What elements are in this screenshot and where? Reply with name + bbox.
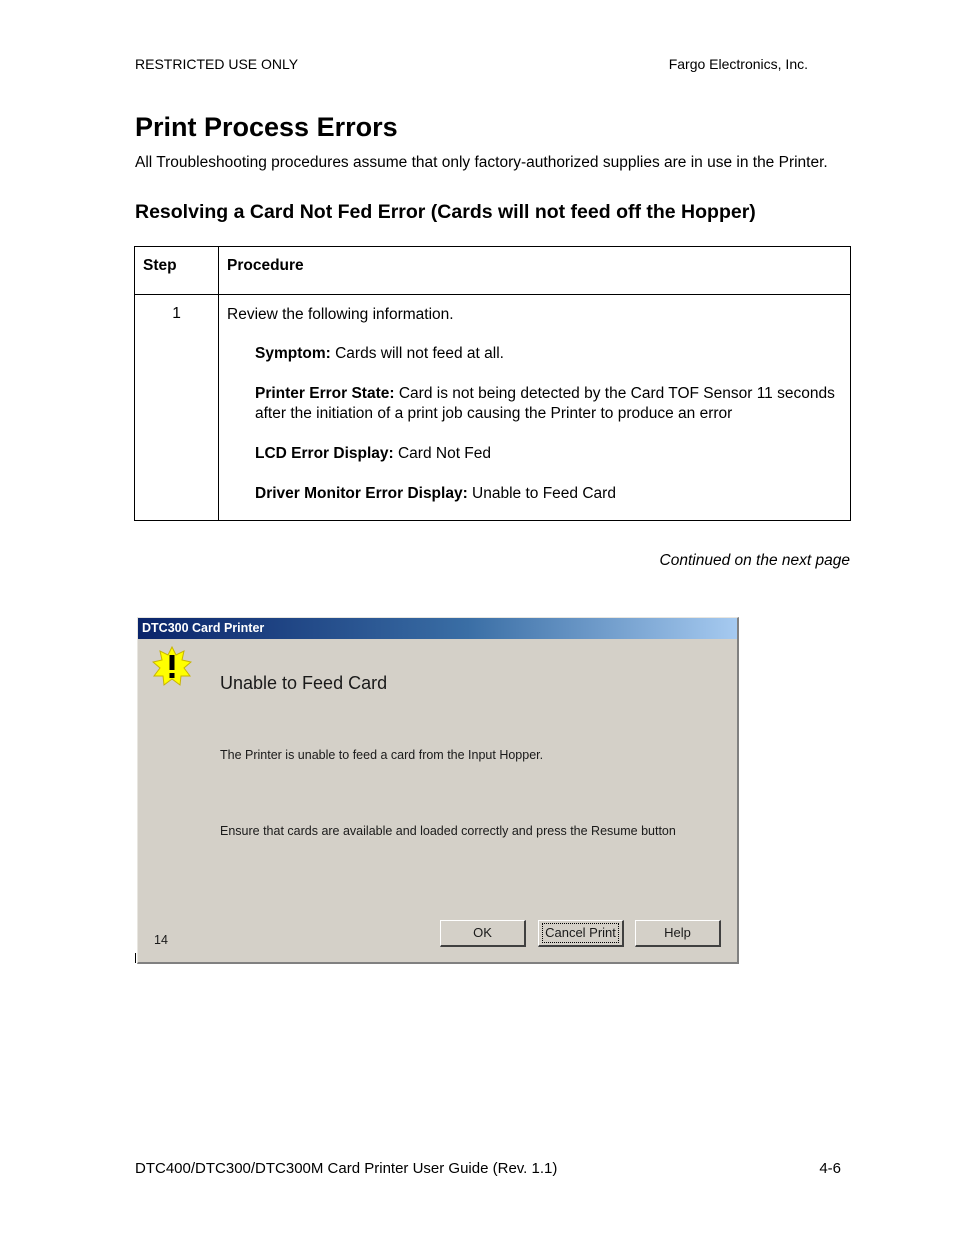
step-number: 1 — [135, 295, 219, 521]
footer-guide-title: DTC400/DTC300/DTC300M Card Printer User Guide (Rev. 1.1) — [135, 1160, 558, 1177]
procedure-intro: Review the following information. — [227, 306, 454, 323]
table-row — [135, 295, 851, 521]
procedure-cell — [219, 295, 851, 521]
dialog-message-2: Ensure that cards are available and loaded correctly and press the Resume button — [220, 824, 676, 838]
text-cursor-mark — [135, 953, 136, 963]
info-text: Card Not Fed — [393, 445, 492, 462]
info-item-symptom — [255, 344, 835, 364]
dialog-heading: Unable to Feed Card — [220, 673, 388, 693]
error-dialog — [137, 617, 739, 964]
dialog-message-1: The Printer is unable to feed a card from the Input Hopper. — [220, 748, 544, 762]
info-text: Unable to Feed Card — [467, 485, 616, 502]
dialog-titlebar[interactable] — [138, 618, 737, 639]
intro-paragraph: All Troubleshooting procedures assume that only factory-authorized supplies are in use in the Printer. — [135, 154, 828, 171]
continued-note: Continued on the next page — [659, 552, 850, 569]
section-subtitle: Resolving a Card Not Fed Error (Cards will not feed off the Hopper) — [135, 201, 756, 223]
warning-icon — [152, 646, 192, 686]
page-title: Print Process Errors — [135, 112, 398, 142]
ok-button[interactable]: OK — [440, 920, 526, 947]
info-item-lcd-display — [255, 444, 835, 464]
dialog-title: DTC300 Card Printer — [142, 621, 265, 635]
info-label: LCD Error Display: — [255, 445, 394, 462]
table-header-row — [135, 247, 851, 295]
info-item-driver-display — [255, 484, 835, 504]
info-text: Cards will not feed at all. — [330, 345, 504, 362]
procedure-header: Procedure — [219, 247, 851, 295]
help-button[interactable]: Help — [635, 920, 721, 947]
page-number: 4-6 — [819, 1160, 841, 1177]
procedure-table — [134, 246, 851, 521]
step-header: Step — [135, 247, 219, 295]
cancel-print-label: Cancel Print — [542, 923, 619, 943]
info-label: Driver Monitor Error Display: — [255, 485, 468, 502]
header-restricted: RESTRICTED USE ONLY — [135, 56, 299, 72]
cancel-print-button[interactable] — [538, 920, 624, 947]
info-text: Card is not being detected by the Card TOF Sensor 11 seconds after the initiation of a print job causing the Printer to produce an error — [255, 385, 835, 422]
info-item-error-state — [255, 384, 835, 424]
header-company: Fargo Electronics, Inc. — [668, 56, 808, 72]
info-label: Printer Error State: — [255, 385, 395, 402]
info-label: Symptom: — [255, 345, 331, 362]
error-code: 14 — [154, 933, 168, 947]
